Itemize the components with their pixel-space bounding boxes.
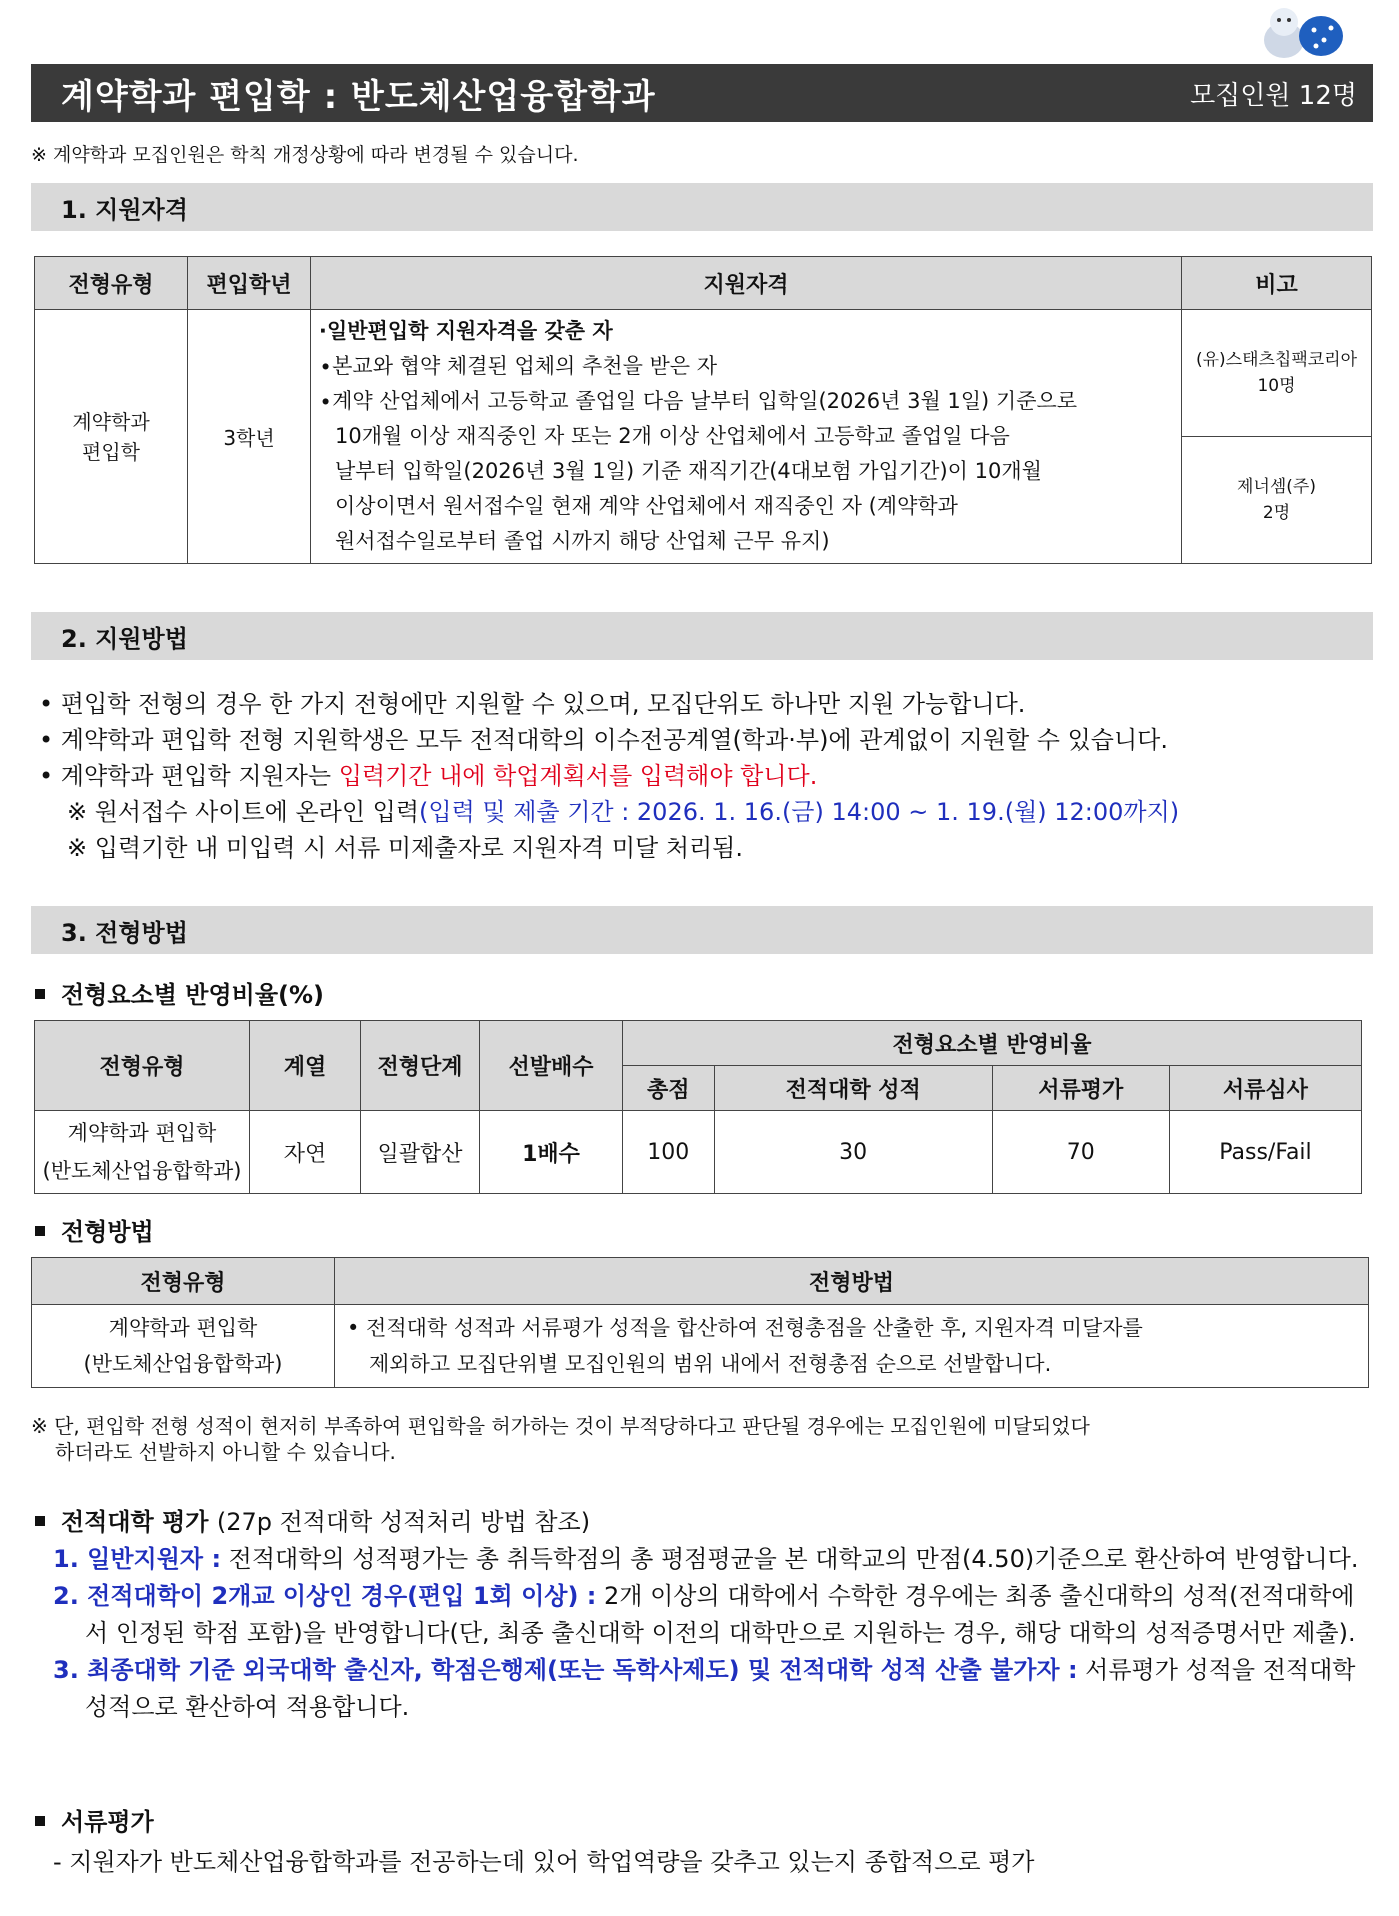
col-header-total: 총점 [623,1066,715,1111]
col-header-doc-review: 서류심사 [1169,1066,1361,1111]
square-bullet-icon [35,989,45,999]
square-bullet-icon [35,1516,45,1526]
cell-prev-grade: 30 [714,1111,992,1194]
qualification-table [34,256,1372,564]
col-header-note: 비고 [1182,257,1372,310]
list-item: • 편입학 전형의 경우 한 가지 전형에만 지원할 수 있으며, 모집단위도 하나만 지원 가능합니다. [39,690,1026,718]
cell-grade: 3학년 [188,310,311,564]
col-header-grade: 편입학년 [188,257,311,310]
prev-college-eval-list [53,1541,1373,1726]
cell-type: 계약학과 편입학 [35,310,188,564]
col-header-prev-grade: 전적대학 성적 [714,1066,992,1111]
col-header-qualification: 지원자격 [311,257,1182,310]
list-item: • 계약학과 편입학 지원자는 입력기간 내에 학업계획서를 입력해야 합니다. [39,762,818,790]
page-title: 계약학과 편입학 : 반도체산업융합학과 [61,76,656,117]
ratio-heading: 전형요소별 반영비율(%) [31,975,324,1010]
list-subitem: ※ 입력기한 내 미입력 시 서류 미제출자로 지원자격 미달 처리됨. [67,834,743,862]
col-header-field: 계열 [250,1021,361,1111]
cell-total: 100 [623,1111,715,1194]
selection-note: ※ 단, 편입학 전형 성적이 현저히 부족하여 편입학을 허가하는 것이 부적당하다고 판단될 경우에는 모집인원에 미달되었다 하더라도 선발하지 아니할 수 있습니다. [31,1414,1090,1464]
section-2-heading: 2. 지원방법 [31,612,1373,660]
list-item: • 계약학과 편입학 전형 지원학생은 모두 전적대학의 이수전공계열(학과·부)에 관계없이 지원할 수 있습니다. [39,726,1168,754]
cell-note-1: (유)스태츠칩팩코리아 10명 [1182,310,1372,437]
list-subitem: ※ 원서접수 사이트에 온라인 입력(입력 및 제출 기간 : 2026. 1. 16.(금) 14:00 ~ 1. 19.(월) 12:00까지) [67,798,1180,826]
cell-type: 계약학과 편입학 (반도체산업융합학과) [32,1305,335,1388]
title-bar [31,64,1373,122]
square-bullet-icon [35,1226,45,1236]
application-method-list [39,686,1179,866]
quota-label: 모집인원 12명 [1190,80,1357,111]
col-header-method: 전형방법 [335,1258,1369,1305]
square-bullet-icon [35,1816,45,1826]
section-3-heading: 3. 전형방법 [31,906,1373,954]
cell-type: 계약학과 편입학 (반도체산업융합학과) [35,1111,250,1194]
list-item: 1. 일반지원자 : 전적대학의 성적평가는 총 취득학점의 총 평점평균을 본 대학교의 만점(4.50)기준으로 환산하여 반영합니다. [53,1545,1359,1573]
cell-doc-review: Pass/Fail [1169,1111,1361,1194]
list-item: 2. 전적대학이 2개교 이상인 경우(편입 1회 이상) : 2개 이상의 대학에서 수학한 경우에는 최종 출신대학의 성적(전적대학에서 인정된 학점 포함)을 반영합니다(단, 최종 출신대학 이전의 대학만으로 지원하는 경우, 해당 대학의 성적증명서만 제출). [53,1582,1356,1647]
cell-qualification: ∙일반편입학 지원자격을 갖춘 자 ∙본교와 협약 체결된 업체의 추천을 받은 자 ∙계약 산업체에서 고등학교 졸업일 다음 날부터 입학일(2026년 3월 1일) 기준으로 10개월 이상 재직중인 자 또는 2개 이상 산업체에서 고등학교 졸업일 다음 날부터 입학일(2026년 3월 1일) 기준 재직기간(4대보험 가입기간)이 10개월 이상이면서 원서접수일 현재 계약 산업체에서 재직중인 자 (계약학과 원서접수일로부터 졸업 시까지 해당 산업체 근무 유지) [311,310,1182,564]
cell-note-2: 제너셈(주) 2명 [1182,437,1372,564]
col-header-type: 전형유형 [35,1021,250,1111]
list-item: 3. 최종대학 기준 외국대학 출신자, 학점은행제(또는 독학사제도) 및 전적대학 성적 산출 불가자 : 서류평가 성적을 전적대학 성적으로 환산하여 적용합니다. [53,1656,1356,1721]
doc-eval-text: - 지원자가 반도체산업융합학과를 전공하는데 있어 학업역량을 갖추고 있는지 종합적으로 평가 [53,1848,1035,1876]
col-header-type: 전형유형 [32,1258,335,1305]
col-header-multiple: 선발배수 [480,1021,623,1111]
ratio-table [34,1020,1362,1194]
notice-top: ※ 계약학과 모집인원은 학칙 개정상황에 따라 변경될 수 있습니다. [31,144,579,166]
cell-doc-eval: 70 [992,1111,1169,1194]
col-header-type: 전형유형 [35,257,188,310]
method-table [31,1257,1369,1388]
cell-method: • 전적대학 성적과 서류평가 성적을 합산하여 전형총점을 산출한 후, 지원자격 미달자를 제외하고 모집단위별 모집인원의 범위 내에서 전형총점 순으로 선발합니다. [335,1305,1369,1388]
col-header-ratio-group: 전형요소별 반영비율 [623,1021,1362,1066]
section-1-heading: 1. 지원자격 [31,183,1373,231]
method-heading: 전형방법 [31,1212,154,1247]
doc-eval-heading: 서류평가 [31,1802,154,1837]
col-header-stage: 전형단계 [361,1021,480,1111]
cell-multiple: 1배수 [480,1111,623,1194]
cell-stage: 일괄합산 [361,1111,480,1194]
cell-field: 자연 [250,1111,361,1194]
mascot-illustration [1246,0,1356,60]
col-header-doc-eval: 서류평가 [992,1066,1169,1111]
prev-college-heading: 전적대학 평가 (27p 전적대학 성적처리 방법 참조) [31,1502,590,1537]
